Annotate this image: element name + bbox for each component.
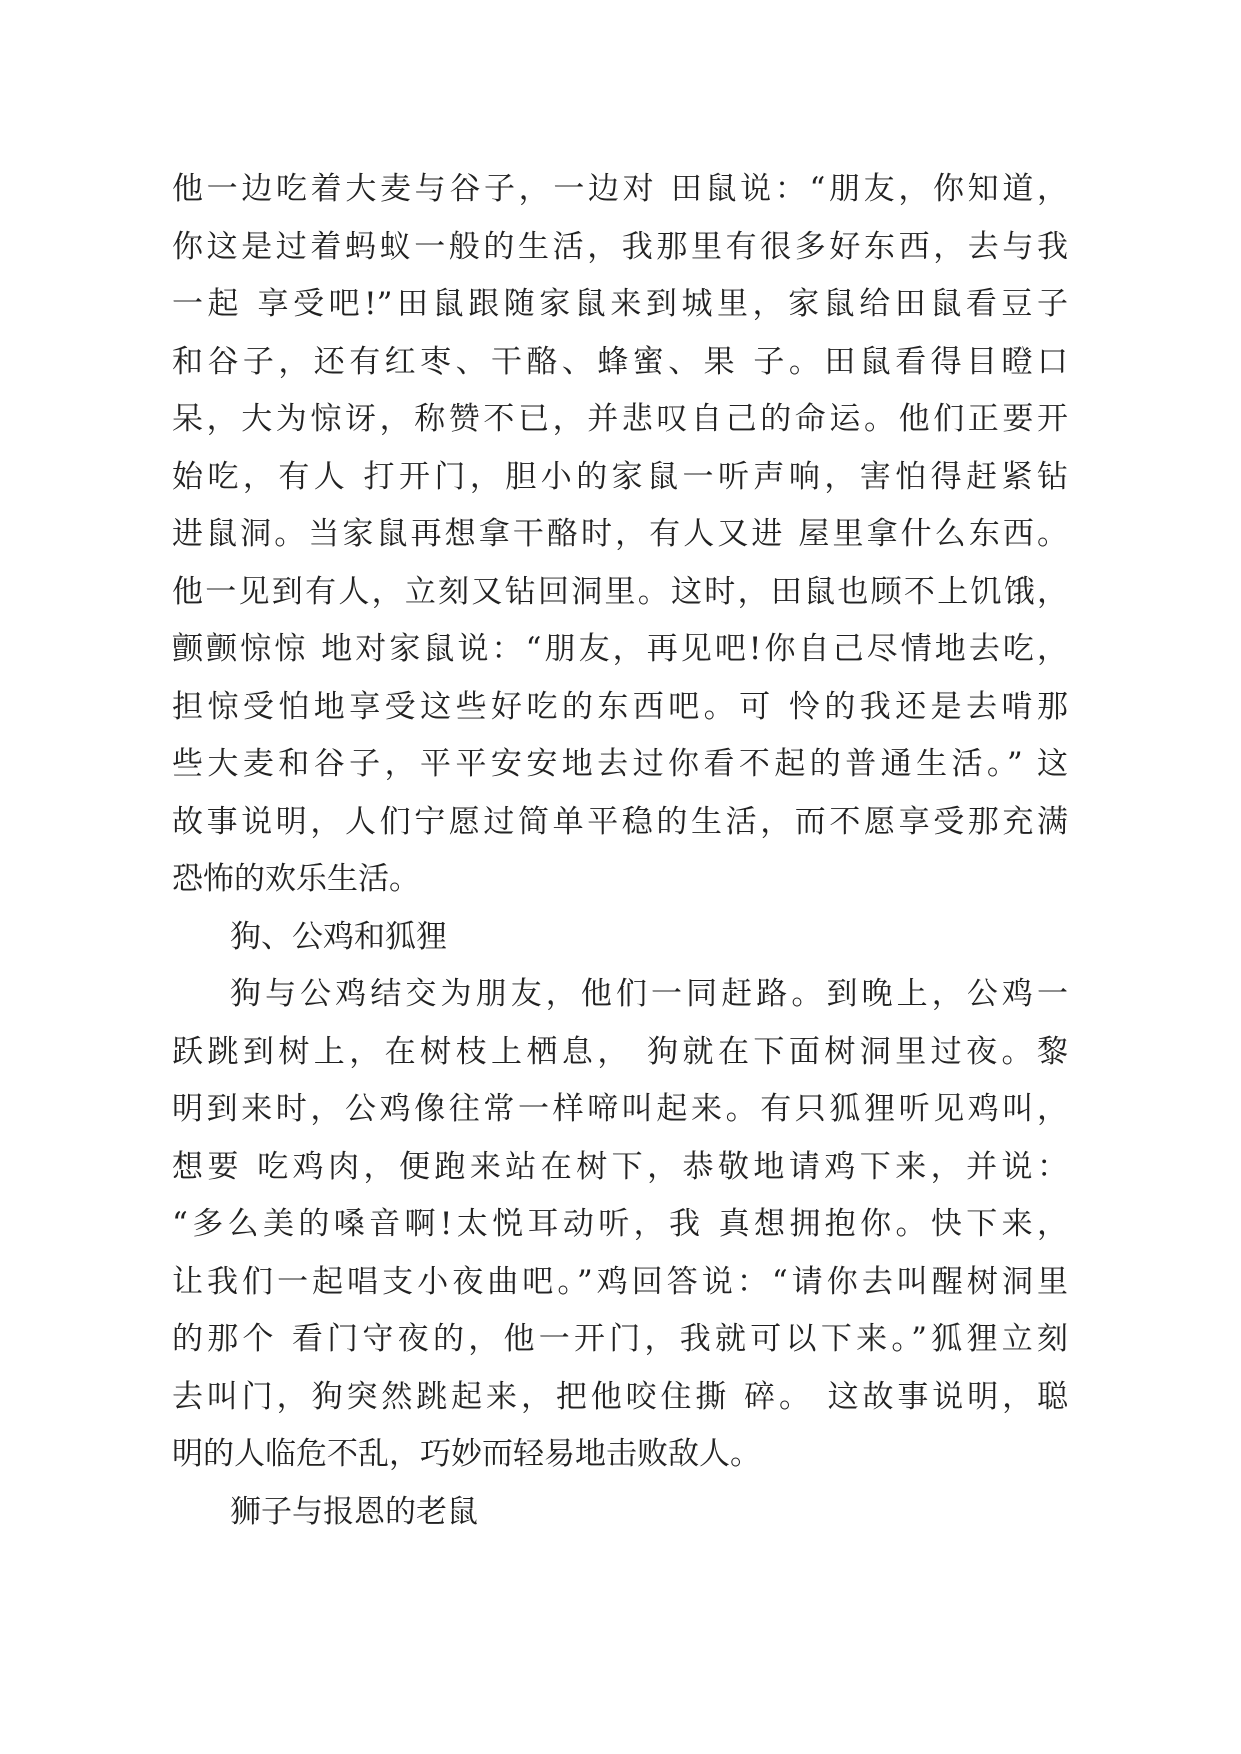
- text-line: 故事说明，人们宁愿过简单平稳的生活，而不愿享受那充满: [172, 803, 1068, 840]
- text-line: 始吃，有人 打开门，胆小的家鼠一听声响，害怕得赶紧钻: [172, 458, 1068, 495]
- text-line: 明到来时，公鸡像往常一样啼叫起来。有只狐狸听见鸡叫，: [172, 1091, 1068, 1127]
- text-line: 呆，大为惊讶，称赞不已，并悲叹自己的命运。他们正要开: [172, 401, 1068, 437]
- text-line: 些大麦和谷子，平平安安地去过你看不起的普通生活。” 这: [172, 746, 1068, 782]
- text-line: 狗与公鸡结交为朋友，他们一同赶路。到晚上，公鸡一: [230, 976, 1068, 1012]
- text-line: 你这是过着蚂蚁一般的生活，我那里有很多好东西，去与我: [172, 228, 1068, 265]
- text-line: 一起 享受吧!”田鼠跟随家鼠来到城里，家鼠给田鼠看豆子: [172, 286, 1068, 322]
- text-line: 进鼠洞。当家鼠再想拿干酪时，有人又进 屋里拿什么东西。: [172, 516, 1068, 552]
- section-heading: 狗、公鸡和狐狸: [230, 918, 447, 955]
- text-line: 去叫门，狗突然跳起来，把他咬住撕 碎。 这故事说明，聪: [172, 1378, 1068, 1415]
- text-line: 他一边吃着大麦与谷子，一边对 田鼠说：“朋友，你知道，: [172, 171, 1068, 207]
- text-line: 担惊受怕地享受这些好吃的东西吧。可 怜的我还是去啃那: [172, 688, 1068, 725]
- text-line: 的那个 看门守夜的，他一开门，我就可以下来。”狐狸立刻: [172, 1321, 1068, 1357]
- document-page: [172, 161, 1068, 1541]
- text-line: “多么美的嗓音啊!太悦耳动听，我 真想拥抱你。快下来，: [172, 1206, 1068, 1242]
- text-line: 跃跳到树上，在树枝上栖息， 狗就在下面树洞里过夜。黎: [172, 1033, 1068, 1070]
- text-line: 和谷子，还有红枣、干酪、蜂蜜、果 子。田鼠看得目瞪口: [172, 343, 1068, 380]
- text-line: 颤颤惊惊 地对家鼠说：“朋友，再见吧!你自己尽情地去吃，: [172, 631, 1068, 667]
- text-line: 恐怖的欢乐生活。: [172, 861, 420, 897]
- text-line: 他一见到有人，立刻又钻回洞里。这时，田鼠也顾不上饥饿，: [172, 573, 1068, 610]
- text-line: 明的人临危不乱，巧妙而轻易地击败敌人。: [172, 1436, 761, 1472]
- section-heading: 狮子与报恩的老鼠: [230, 1493, 478, 1530]
- text-line: 让我们一起唱支小夜曲吧。”鸡回答说：“请你去叫醒树洞里: [172, 1263, 1068, 1300]
- text-line: 想要 吃鸡肉，便跑来站在树下，恭敬地请鸡下来，并说：: [172, 1148, 1068, 1185]
